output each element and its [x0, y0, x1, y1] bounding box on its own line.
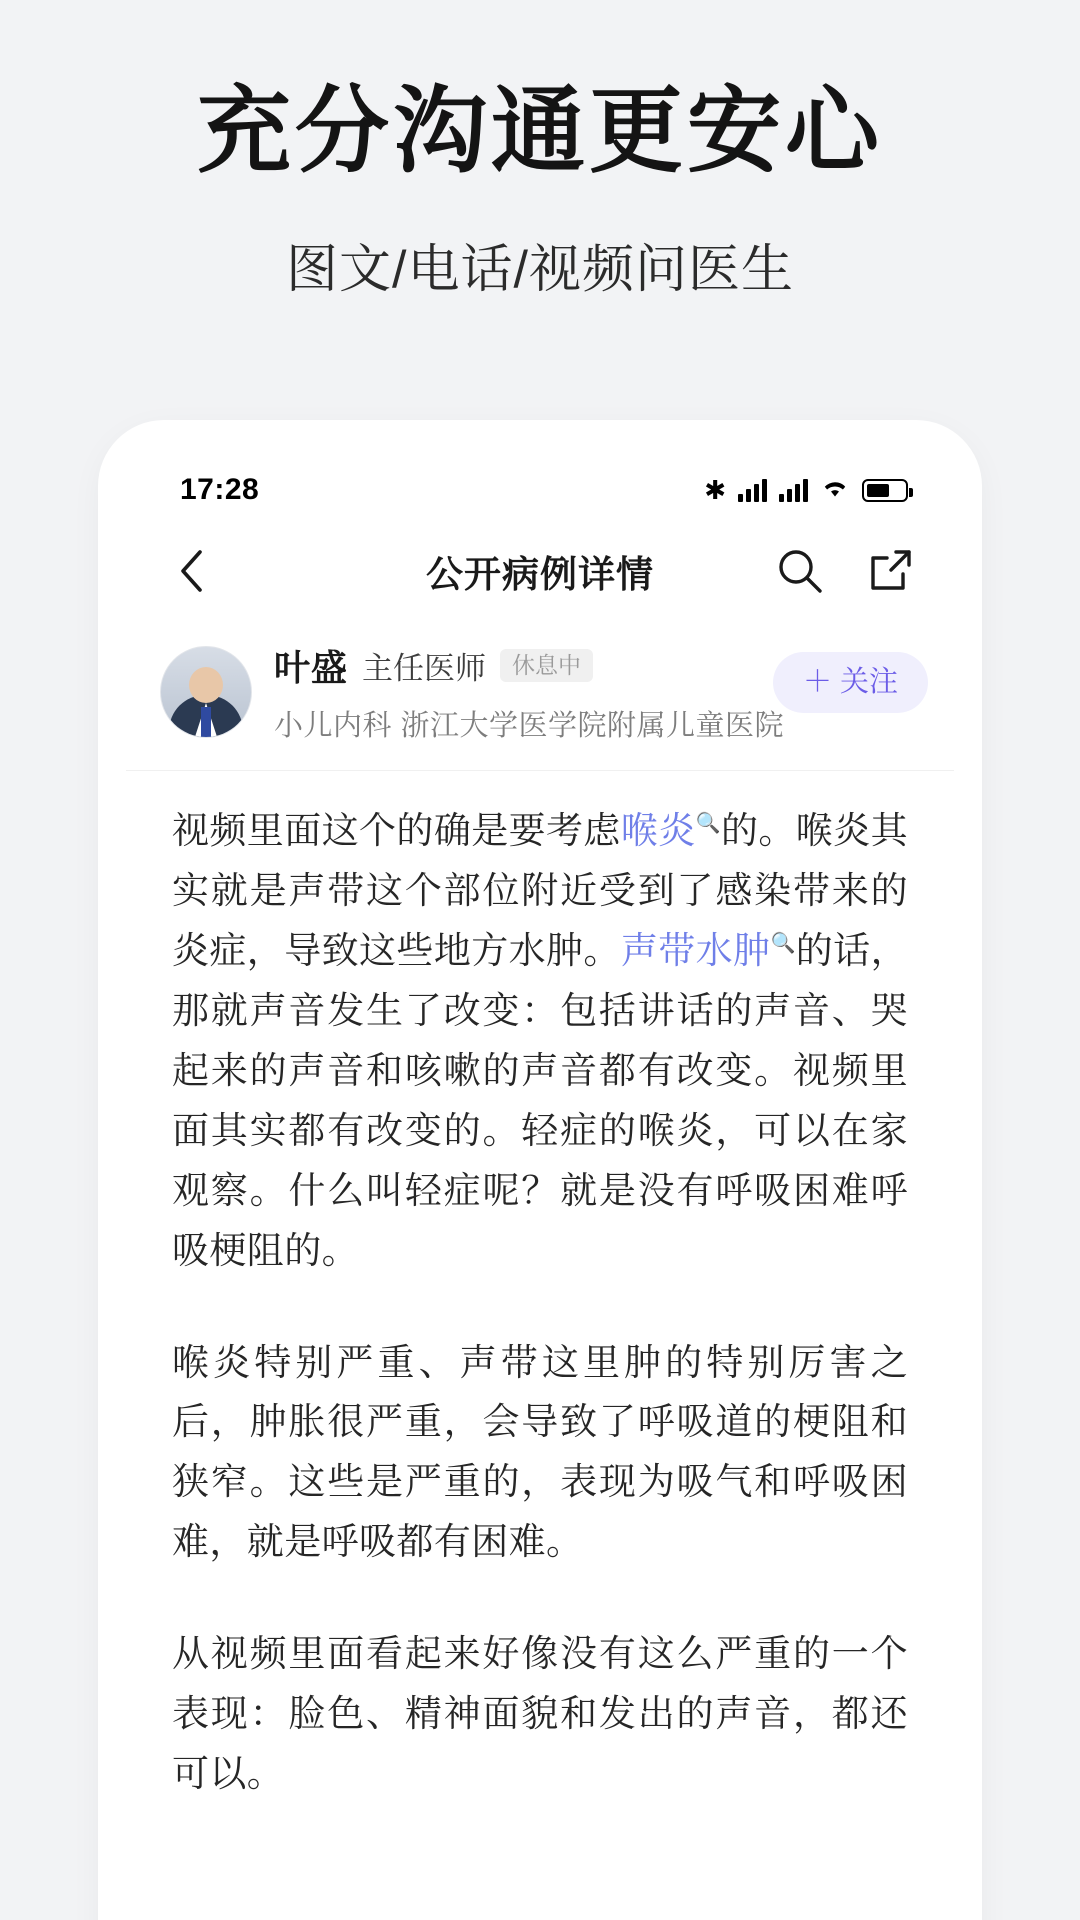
nav-actions — [772, 543, 918, 599]
article-body — [126, 770, 954, 1804]
follow-button[interactable]: ＋ 关注 — [773, 652, 928, 713]
medical-term-link[interactable]: 声带水肿🔍 — [620, 929, 796, 971]
marketing-headline: 充分沟通更安心 — [196, 78, 883, 183]
paragraph: 从视频里面看起来好像没有这么严重的一个表现：脸色、精神面貌和发出的声音，都还可以。 — [172, 1633, 908, 1795]
marketing-subhead: 图文/电话/视频问医生 — [286, 241, 794, 300]
avatar — [160, 646, 252, 738]
phone-mockup — [108, 430, 972, 1920]
doctor-info — [274, 640, 784, 744]
search-icon[interactable] — [772, 543, 828, 599]
share-icon[interactable] — [862, 543, 918, 599]
status-bar — [126, 444, 954, 520]
doctor-card[interactable] — [126, 622, 954, 770]
bluetooth-icon: ✱ — [704, 475, 726, 505]
doctor-name: 叶盛 — [274, 647, 349, 688]
phone-screen — [126, 444, 954, 1920]
medical-term-link[interactable]: 喉炎🔍 — [620, 810, 721, 851]
nav-bar — [126, 520, 954, 622]
paragraph: 喉炎特别严重、声带这里肿的特别厉害之后，肿胀很严重，会导致了呼吸道的梗阻和狭窄。这些是严重的，表现为吸气和呼吸困难，就是呼吸都有困难。 — [172, 1341, 908, 1563]
signal-bars-icon-2 — [779, 478, 808, 502]
status-clock: 17:28 — [180, 473, 260, 506]
screenshot-root — [0, 78, 1080, 1920]
paragraph: 视频里面这个的确是要考虑喉炎🔍的。喉炎其实就是声带这个部位附近受到了感染带来的炎症，导致这些地方水肿。声带水肿🔍的话，那就声音发生了改变：包括讲话的声音、哭起来的声音和咳嗽的声音都有改变。视频里面其实都有改变的。轻症的喉炎，可以在家观察。什么叫轻症呢？就是没有呼吸困难呼吸梗阻的。 — [172, 810, 908, 1271]
battery-icon — [862, 479, 908, 502]
wifi-icon — [820, 476, 850, 504]
page-title: 公开病例详情 — [426, 554, 654, 595]
back-button[interactable] — [162, 542, 220, 600]
term-search-icon: 🔍 — [770, 932, 796, 955]
doctor-department-hospital: 小儿内科 浙江大学医学院附属儿童医院 — [274, 710, 785, 742]
doctor-title: 主任医师 — [362, 651, 487, 686]
status-indicators — [704, 476, 908, 504]
signal-bars-icon — [738, 478, 767, 502]
status-badge: 休息中 — [500, 649, 593, 682]
term-search-icon: 🔍 — [695, 812, 721, 835]
